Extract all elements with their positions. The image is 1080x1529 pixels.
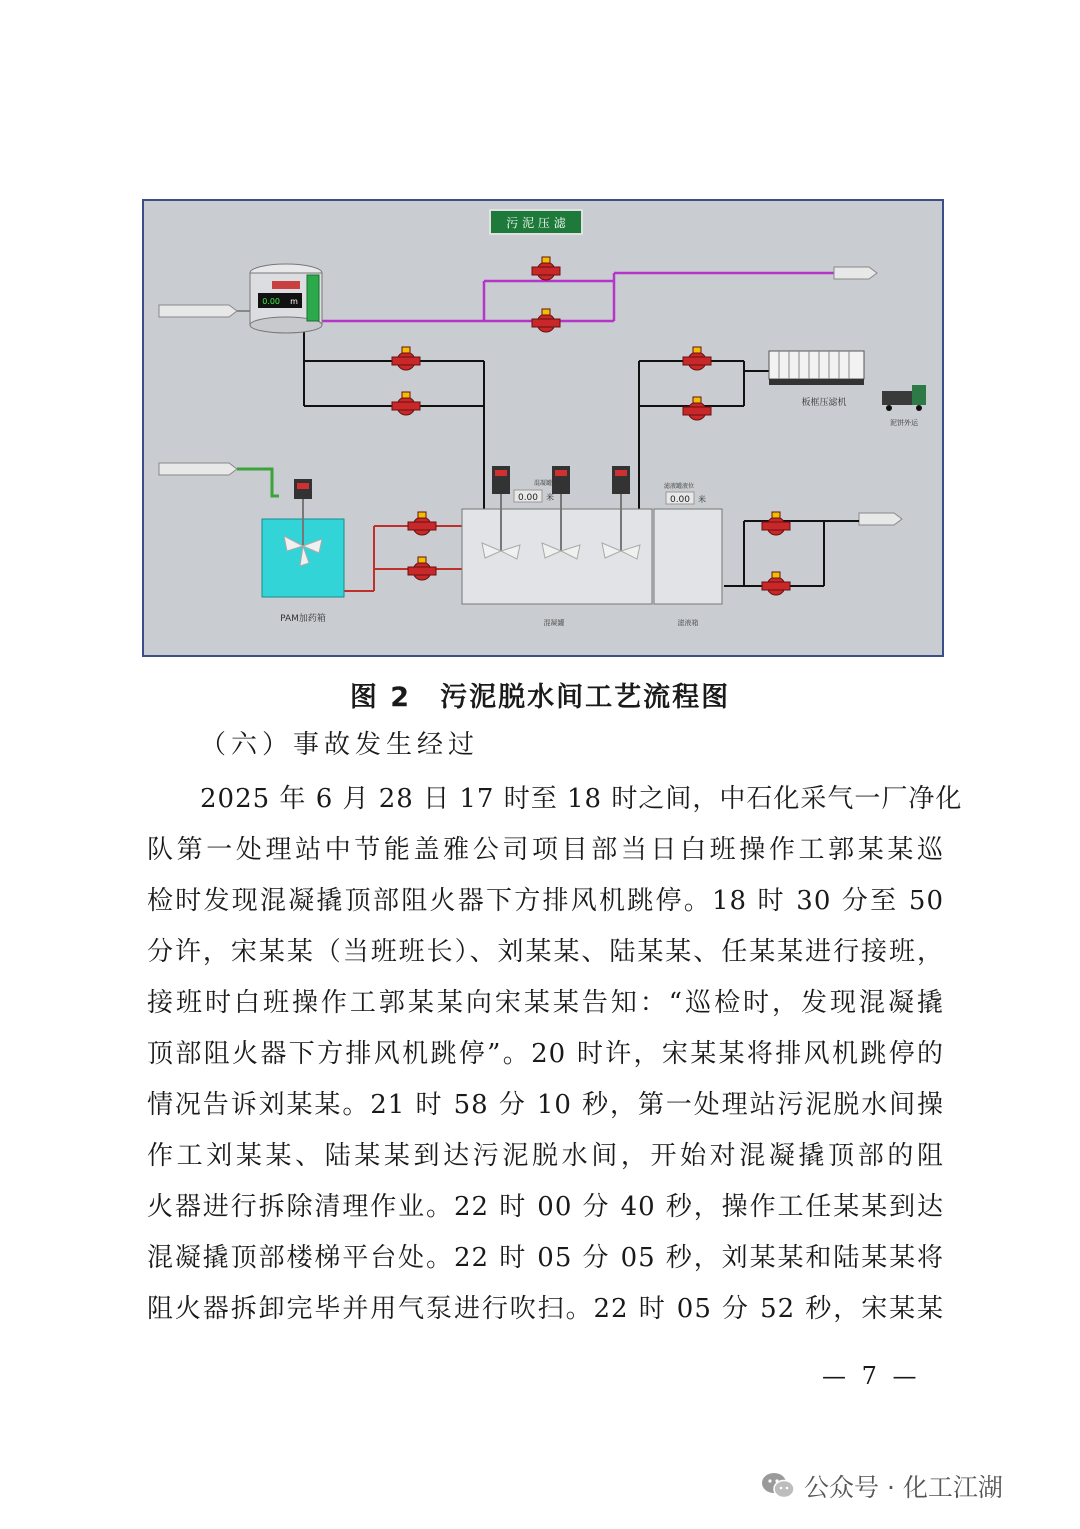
pump-3 xyxy=(392,347,420,370)
paragraph-line: 接班时白班操作工郭某某向宋某某告知：“巡检时，发现混凝撬 xyxy=(147,988,944,1018)
tank-level-value: 0.00 xyxy=(262,297,280,306)
pump-6 xyxy=(683,397,711,420)
outlet-arrow-right xyxy=(859,513,902,525)
inlet-arrow-left xyxy=(159,305,237,317)
level1-value: 0.00 xyxy=(517,493,539,503)
process-flow-figure xyxy=(142,199,944,657)
paragraph-line: 情况告诉刘某某。21 时 58 分 10 秒，第一处理站污泥脱水间操 xyxy=(147,1090,944,1120)
pump-2 xyxy=(532,309,560,332)
watermark xyxy=(760,1466,1003,1506)
process-flow-diagram xyxy=(144,201,944,657)
paragraph-line: 分许，宋某某（当班班长）、刘某某、陆某某、任某某进行接班， xyxy=(147,937,944,967)
pump-8 xyxy=(408,557,436,580)
watermark-text: 公众号 · 化工江湖 xyxy=(804,1473,1003,1502)
section-heading: （六）事故发生经过 xyxy=(200,730,480,760)
tank-level-unit: m xyxy=(290,297,298,306)
paragraph-line: 队第一处理站中节能盖雅公司项目部当日白班操作工郭某某巡 xyxy=(147,835,944,865)
paragraph-line: 火器进行拆除清理作业。22 时 00 分 40 秒，操作工任某某到达 xyxy=(147,1192,944,1222)
pump-4 xyxy=(392,392,420,415)
pam-tank xyxy=(262,479,344,624)
truck-label: 泥饼外运 xyxy=(890,419,918,427)
paragraph-line: 顶部阻火器下方排风机跳停”。20 时许，宋某某将排风机跳停的 xyxy=(147,1039,944,1069)
storage-tank xyxy=(250,264,322,333)
diagram-title: 污 泥 压 滤 xyxy=(506,216,566,230)
pump-9 xyxy=(762,512,790,535)
pump-1 xyxy=(532,257,560,280)
inlet-arrow-left-2 xyxy=(159,463,237,475)
pam-tank-label: PAM加药箱 xyxy=(280,614,326,624)
level2-unit: 米 xyxy=(698,495,706,504)
paragraph-line: 2025 年 6 月 28 日 17 时至 18 时之间，中石化采气一厂净化 xyxy=(200,784,963,814)
wechat-icon xyxy=(760,1471,796,1501)
level2-value: 0.00 xyxy=(669,495,691,505)
paragraph-line: 检时发现混凝撬顶部阻火器下方排风机跳停。18 时 30 分至 50 xyxy=(147,886,944,916)
coagulation-tank-label: 混凝罐 xyxy=(543,619,565,627)
filtrate-tank xyxy=(654,482,722,627)
pump-7 xyxy=(408,512,436,535)
green-pipe xyxy=(237,469,279,496)
level1-label: 混凝罐液位 xyxy=(534,480,565,487)
truck-icon xyxy=(882,385,926,427)
outlet-arrow-top xyxy=(834,267,877,279)
figure-caption: 图 2 污泥脱水间工艺流程图 xyxy=(349,682,731,713)
coagulation-tank xyxy=(462,466,652,627)
purple-pipes xyxy=(319,273,834,321)
filter-press xyxy=(769,351,864,408)
paragraph-line: 阻火器拆卸完毕并用气泵进行吹扫。22 时 05 分 52 秒，宋某某 xyxy=(147,1294,944,1324)
filtrate-tank-label: 滤液箱 xyxy=(677,619,699,627)
level2-label: 滤液罐液位 xyxy=(664,483,695,490)
red-pipes xyxy=(344,526,464,591)
pump-5 xyxy=(683,347,711,370)
paragraph-line: 混凝撬顶部楼梯平台处。22 时 05 分 05 秒，刘某某和陆某某将 xyxy=(147,1243,944,1273)
pump-10 xyxy=(762,572,790,595)
page-number: — 7 — xyxy=(822,1362,921,1390)
filter-press-label: 板框压滤机 xyxy=(801,398,847,408)
level1-unit: 米 xyxy=(546,493,554,502)
paragraph-line: 作工刘某某、陆某某到达污泥脱水间，开始对混凝撬顶部的阻 xyxy=(147,1141,944,1171)
